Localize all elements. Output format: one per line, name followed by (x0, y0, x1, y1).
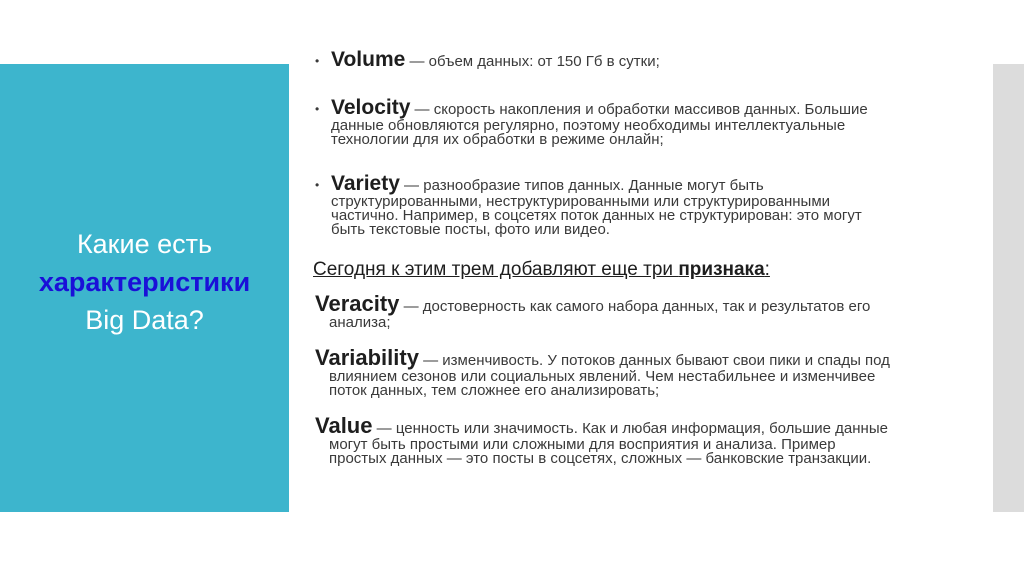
intro-line (313, 258, 988, 282)
desc-volume: — объем данных: от 150 Гб в сутки; (405, 53, 660, 70)
term-volume: Volume (331, 48, 406, 71)
term-value: Value (315, 413, 373, 438)
right-decor-bar (993, 64, 1024, 512)
term-veracity: Veracity (315, 291, 400, 316)
desc-velocity: — скорость накопления и обработки массивов данных. Большие (410, 101, 868, 118)
bullet-icon: • (315, 178, 320, 192)
desc-variability-line-3: поток данных, тем сложнее его анализировать; (329, 382, 660, 399)
desc-velocity-line-2: данные обновляются регулярно, поэтому необходимы интеллектуальные (331, 117, 846, 134)
desc-variety-line-3: частично. Например, в соцсетях поток данных не структурирован: это могут (331, 207, 862, 224)
slide-content (313, 50, 988, 484)
list-item-variety (313, 174, 988, 238)
desc-variety-line-4: быть текстовые посты, фото или видео. (331, 221, 610, 238)
desc-value-line-2: могут быть простыми или сложными для восприятия и анализа. Пример (329, 436, 836, 453)
desc-variability-line-2: влиянием сезонов или социальных явлений. Чем нестабильнее и изменчивее (329, 368, 876, 385)
desc-veracity-line-2: анализа; (329, 314, 391, 331)
term-velocity: Velocity (331, 96, 411, 119)
intro-text: Сегодня к этим трем добавляют еще три (313, 259, 679, 280)
bullet-icon: • (315, 102, 320, 116)
intro-tail: : (764, 259, 770, 280)
desc-veracity: — достоверность как самого набора данных, так и результатов его (399, 298, 871, 315)
list-item-variability (313, 345, 988, 399)
bullet-icon: • (315, 54, 320, 68)
desc-variability: — изменчивость. У потоков данных бывают свои пики и спады под (418, 352, 890, 369)
list-item-volume (313, 50, 988, 72)
title-line-3: Big Data? (85, 305, 204, 335)
desc-velocity-line-3: технологии для их обработки в режиме онлайн; (331, 131, 664, 148)
title-panel (0, 64, 289, 512)
term-variability: Variability (315, 345, 419, 370)
desc-value: — ценность или значимость. Как и любая информация, большие данные (372, 420, 888, 437)
slide-title (39, 225, 250, 339)
title-line-1: Какие есть (76, 229, 213, 259)
term-variety: Variety (331, 172, 400, 195)
list-item-value (313, 413, 988, 467)
desc-variety: — разнообразие типов данных. Данные могут быть (399, 177, 764, 194)
desc-variety-line-2: структурированными, неструктурированными или структурированными (331, 193, 831, 210)
desc-value-line-3: простых данных — это посты в соцсетях, сложных — банковские транзакции. (329, 450, 872, 467)
list-item-veracity (313, 291, 988, 331)
list-item-velocity (313, 98, 988, 148)
intro-bold: признака (678, 259, 765, 280)
title-line-2: характеристики (38, 267, 251, 297)
